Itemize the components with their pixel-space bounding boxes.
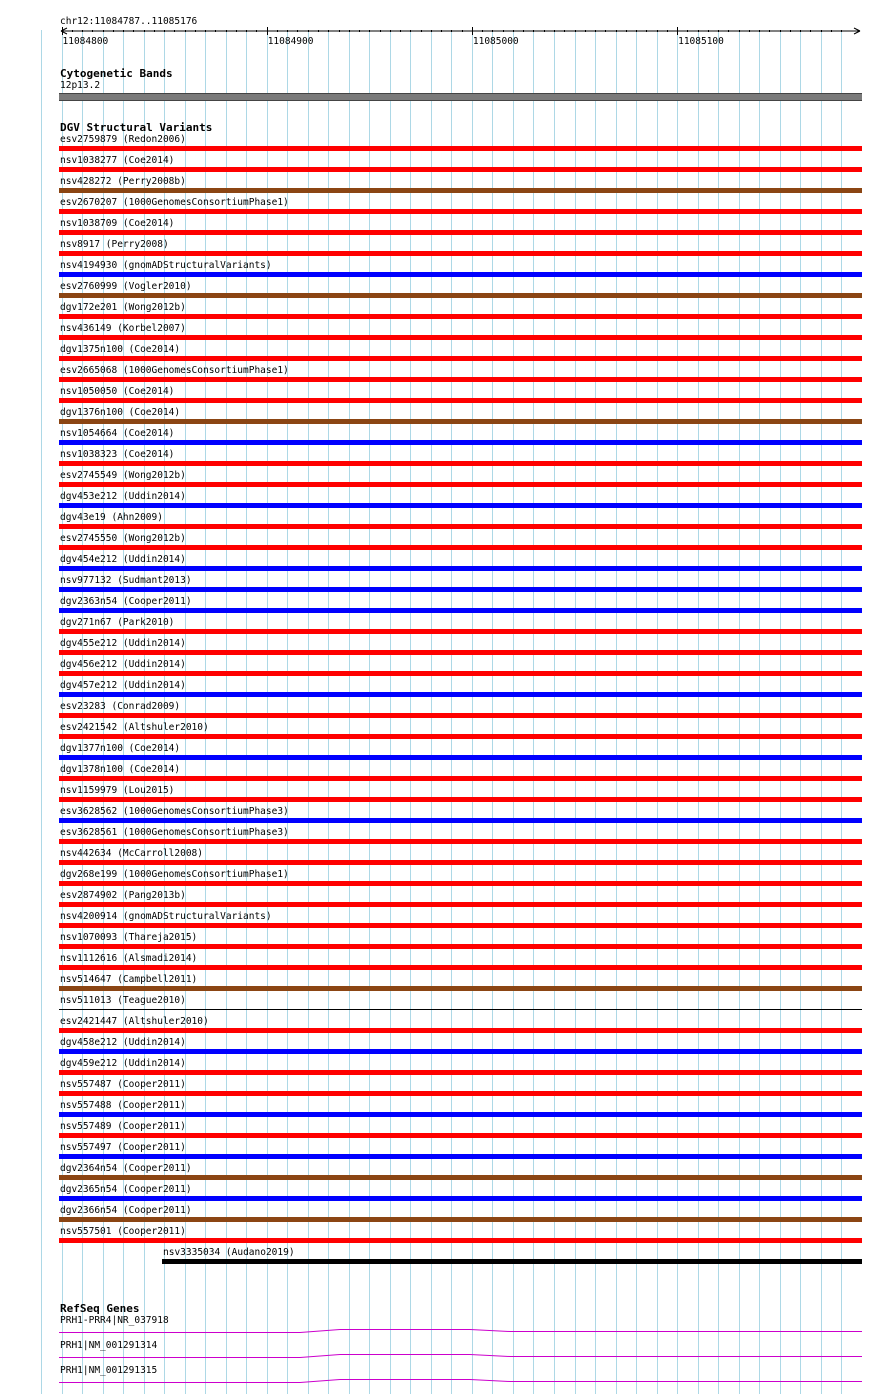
variant-label[interactable]: nsv1159979 (Lou2015): [60, 785, 175, 796]
variant-label[interactable]: nsv1038709 (Coe2014): [60, 218, 175, 229]
ruler-tick-label: 11084800: [62, 36, 109, 47]
gene-label[interactable]: PRH1-PRR4|NR_037918: [60, 1315, 169, 1326]
variant-bar[interactable]: [59, 209, 862, 214]
dgv-track-title: DGV Structural Variants: [60, 121, 213, 134]
variant-bar[interactable]: [59, 1028, 862, 1033]
variant-bar[interactable]: [162, 1259, 862, 1264]
variant-bar[interactable]: [59, 251, 862, 256]
variant-label[interactable]: esv2759879 (Redon2006): [60, 134, 186, 145]
variant-label[interactable]: dgv268e199 (1000GenomesConsortiumPhase1): [60, 869, 289, 880]
variant-bar[interactable]: [59, 545, 862, 550]
variant-bar[interactable]: [59, 1154, 862, 1159]
variant-label[interactable]: nsv557501 (Cooper2011): [60, 1226, 186, 1237]
variant-bar[interactable]: [59, 503, 862, 508]
variant-bar[interactable]: [59, 713, 862, 718]
variant-label[interactable]: esv2670207 (1000GenomesConsortiumPhase1): [60, 197, 289, 208]
variant-label[interactable]: dgv457e212 (Uddin2014): [60, 680, 186, 691]
variant-bar[interactable]: [59, 566, 862, 571]
variant-label[interactable]: dgv2366n54 (Cooper2011): [60, 1205, 192, 1216]
variant-label[interactable]: dgv456e212 (Uddin2014): [60, 659, 186, 670]
variant-label[interactable]: nsv1050050 (Coe2014): [60, 386, 175, 397]
variant-label[interactable]: nsv4194930 (gnomADStructuralVariants): [60, 260, 272, 271]
variant-bar[interactable]: [59, 1049, 862, 1054]
variant-bar[interactable]: [59, 839, 862, 844]
variant-label[interactable]: nsv514647 (Campbell2011): [60, 974, 198, 985]
variant-label[interactable]: nsv442634 (McCarroll2008): [60, 848, 203, 859]
variant-label[interactable]: dgv2363n54 (Cooper2011): [60, 596, 192, 607]
variant-bar[interactable]: [59, 167, 862, 172]
ruler-tick-label: 11085100: [678, 36, 724, 47]
gene-label[interactable]: PRH1|NM_001291314: [60, 1340, 158, 1351]
variant-bar[interactable]: [59, 986, 862, 991]
variant-bar[interactable]: [59, 335, 862, 340]
variant-label[interactable]: dgv453e212 (Uddin2014): [60, 491, 186, 502]
variant-bar[interactable]: [59, 461, 862, 466]
variant-label[interactable]: nsv1038323 (Coe2014): [60, 449, 175, 460]
variant-bar[interactable]: [59, 734, 862, 739]
variant-bar[interactable]: [59, 671, 862, 676]
refseq-track-title: RefSeq Genes: [60, 1302, 140, 1315]
variant-bar[interactable]: [59, 1091, 862, 1096]
variant-label[interactable]: nsv557488 (Cooper2011): [60, 1100, 186, 1111]
variant-label[interactable]: esv23283 (Conrad2009): [60, 701, 181, 712]
variant-bar[interactable]: [59, 1217, 862, 1222]
variant-bar[interactable]: [59, 419, 862, 424]
variant-label[interactable]: nsv1054664 (Coe2014): [60, 428, 175, 439]
variant-label[interactable]: dgv1378n100 (Coe2014): [60, 764, 181, 775]
variant-bar[interactable]: [59, 1175, 862, 1180]
variant-label[interactable]: dgv2365n54 (Cooper2011): [60, 1184, 192, 1195]
variant-bar[interactable]: [59, 923, 862, 928]
variant-label[interactable]: dgv2364n54 (Cooper2011): [60, 1163, 192, 1174]
variant-bar[interactable]: [59, 902, 862, 907]
variant-label[interactable]: esv2421447 (Altshuler2010): [60, 1016, 209, 1027]
variant-bar[interactable]: [59, 398, 862, 403]
variant-label[interactable]: nsv557489 (Cooper2011): [60, 1121, 186, 1132]
variant-bar[interactable]: [59, 1238, 862, 1243]
variant-bar[interactable]: [59, 146, 862, 151]
cytogenetic-bands-title: Cytogenetic Bands: [60, 67, 173, 80]
variant-label[interactable]: dgv43e19 (Ahn2009): [60, 512, 163, 523]
variant-bar[interactable]: [59, 860, 862, 865]
variant-label[interactable]: nsv1038277 (Coe2014): [60, 155, 175, 166]
variant-bar[interactable]: [59, 629, 862, 634]
gene-line: [59, 1330, 862, 1333]
variant-label[interactable]: nsv977132 (Sudmant2013): [60, 575, 192, 586]
variant-label[interactable]: nsv4200914 (gnomADStructuralVariants): [60, 911, 272, 922]
variant-bar[interactable]: [59, 608, 862, 613]
variant-bar[interactable]: [59, 587, 862, 592]
variant-bar[interactable]: [59, 524, 862, 529]
variant-label[interactable]: dgv1375n100 (Coe2014): [60, 344, 181, 355]
variant-label[interactable]: dgv459e212 (Uddin2014): [60, 1058, 186, 1069]
variant-label[interactable]: esv2874902 (Pang2013b): [60, 890, 186, 901]
genomic-ruler[interactable]: [0, 0, 890, 60]
variant-bar[interactable]: [59, 293, 862, 298]
ruler-ticks: [61, 27, 860, 47]
variant-label[interactable]: dgv172e201 (Wong2012b): [60, 302, 186, 313]
variant-label[interactable]: esv2745550 (Wong2012b): [60, 533, 186, 544]
variant-label[interactable]: nsv557487 (Cooper2011): [60, 1079, 186, 1090]
variant-bar[interactable]: [59, 965, 862, 970]
variant-bar[interactable]: [59, 314, 862, 319]
variant-label[interactable]: esv2760999 (Vogler2010): [60, 281, 192, 292]
variant-bar[interactable]: [59, 944, 862, 949]
variant-label[interactable]: esv2665068 (1000GenomesConsortiumPhase1): [60, 365, 289, 376]
variant-bar[interactable]: [59, 1196, 862, 1201]
variant-bar[interactable]: [59, 797, 862, 802]
variant-label[interactable]: esv2421542 (Altshuler2010): [60, 722, 209, 733]
variant-bar[interactable]: [59, 230, 862, 235]
variant-bar[interactable]: [59, 1112, 862, 1117]
cytoband-bar[interactable]: [59, 93, 862, 101]
ruler-tick-label: 11084900: [267, 36, 314, 47]
variant-bar[interactable]: [59, 776, 862, 781]
variant-bar[interactable]: [59, 440, 862, 445]
variant-label[interactable]: esv3628562 (1000GenomesConsortiumPhase3): [60, 806, 289, 817]
variant-label[interactable]: esv3628561 (1000GenomesConsortiumPhase3): [60, 827, 289, 838]
ruler-tick-label: 11085000: [472, 36, 519, 47]
variant-label[interactable]: nsv3335034 (Audano2019): [163, 1247, 295, 1258]
variant-label[interactable]: nsv428272 (Perry2008b): [60, 176, 186, 187]
variant-label[interactable]: dgv1377n100 (Coe2014): [60, 743, 181, 754]
variant-label[interactable]: dgv455e212 (Uddin2014): [60, 638, 186, 649]
gene-line: [59, 1380, 862, 1383]
variant-label[interactable]: nsv557497 (Cooper2011): [60, 1142, 186, 1153]
gene-label[interactable]: PRH1|NM_001291315: [60, 1365, 158, 1376]
variant-label[interactable]: dgv454e212 (Uddin2014): [60, 554, 186, 565]
variant-label[interactable]: nsv1112616 (Alsmadi2014): [60, 953, 198, 964]
variant-bar[interactable]: [59, 1133, 862, 1138]
variant-bar[interactable]: [59, 188, 862, 193]
variant-bar[interactable]: [59, 1009, 862, 1010]
variant-bar[interactable]: [59, 818, 862, 823]
variant-label[interactable]: dgv1376n100 (Coe2014): [60, 407, 181, 418]
variant-bar[interactable]: [59, 755, 862, 760]
location-label: chr12:11084787..11085176: [60, 16, 198, 27]
variant-bar[interactable]: [59, 692, 862, 697]
variant-bar[interactable]: [59, 356, 862, 361]
cytoband-label[interactable]: 12p13.2: [60, 80, 101, 91]
variant-bar[interactable]: [59, 1070, 862, 1075]
variant-label[interactable]: dgv271n67 (Park2010): [60, 617, 175, 628]
variant-label[interactable]: nsv1070093 (Thareja2015): [60, 932, 198, 943]
variant-label[interactable]: nsv8917 (Perry2008): [60, 239, 169, 250]
variant-label[interactable]: nsv436149 (Korbel2007): [60, 323, 186, 334]
variant-bar[interactable]: [59, 482, 862, 487]
variant-label[interactable]: dgv458e212 (Uddin2014): [60, 1037, 186, 1048]
variant-label[interactable]: esv2745549 (Wong2012b): [60, 470, 186, 481]
variant-bar[interactable]: [59, 377, 862, 382]
variant-bar[interactable]: [59, 272, 862, 277]
variant-bar[interactable]: [59, 881, 862, 886]
variant-label[interactable]: nsv511013 (Teague2010): [60, 995, 186, 1006]
variant-bar[interactable]: [59, 650, 862, 655]
gene-line: [59, 1355, 862, 1358]
